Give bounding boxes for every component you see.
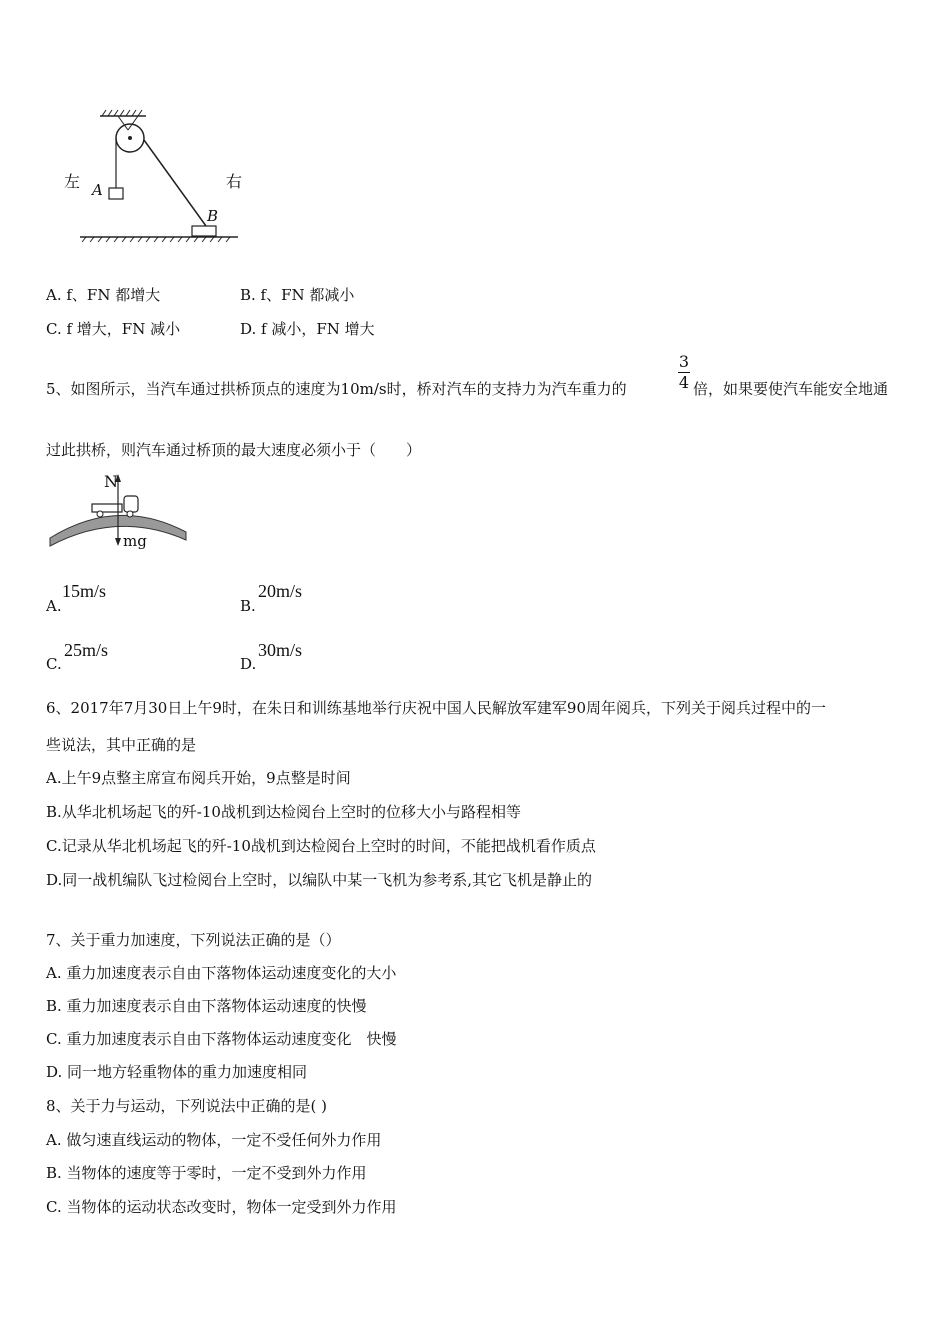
q5-option-b-value: 20m/s — [258, 581, 303, 601]
fig1-right-label: 右 — [226, 172, 243, 191]
q5-fig-mg-label: mg — [123, 532, 147, 550]
q8-stem: 8、关于力与运动，下列说法中正确的是( ) — [46, 1097, 328, 1115]
q7-option-c: C. 重力加速度表示自由下落物体运动速度变化 快慢 — [46, 1030, 397, 1048]
q4-option-b: B. f、FN 都减小 — [240, 286, 355, 304]
q8-option-a: A. 做匀速直线运动的物体，一定不受任何外力作用 — [46, 1131, 382, 1149]
bridge-diagram — [46, 470, 196, 550]
q5-fraction-numerator: 3 — [678, 352, 690, 371]
q6-option-b: B.从华北机场起飞的歼-10战机到达检阅台上空时的位移大小与路程相等 — [46, 803, 521, 821]
q8-option-b: B. 当物体的速度等于零时，一定不受到外力作用 — [46, 1164, 367, 1182]
q5-option-a-value: 15m/s — [62, 581, 107, 601]
q5-option-d-letter: D. — [240, 655, 257, 673]
q5-option-c-letter: C. — [46, 655, 62, 673]
q5-fraction-denominator: 4 — [678, 373, 690, 392]
q5-stem-part3: 过此拱桥，则汽车通过桥顶的最大速度必须小于（ ） — [46, 441, 422, 459]
q6-option-c: C.记录从华北机场起飞的歼-10战机到达检阅台上空时的时间，不能把战机看作质点 — [46, 837, 596, 855]
q7-option-b: B. 重力加速度表示自由下落物体运动速度的快慢 — [46, 997, 367, 1015]
q7-option-d: D. 同一地方轻重物体的重力加速度相同 — [46, 1063, 308, 1081]
q6-stem-line1: 6、2017年7月30日上午9时，在朱日和训练基地举行庆祝中国人民解放军建军90周年阅兵，下列关于阅兵过程中的一 — [46, 699, 826, 717]
q6-option-d: D.同一战机编队飞过检阅台上空时，以编队中某一飞机为参考系,其它飞机是静止的 — [46, 871, 593, 889]
q5-stem-part2: 倍，如果要使汽车能安全地通 — [693, 380, 889, 398]
q4-option-d: D. f 减小，FN 增大 — [240, 320, 375, 338]
fig1-label-a: A — [92, 181, 103, 199]
fig1-left-label: 左 — [64, 172, 81, 191]
q5-option-d-value: 30m/s — [258, 640, 303, 660]
q7-stem: 7、关于重力加速度，下列说法正确的是（） — [46, 931, 341, 949]
q6-stem-line2: 些说法，其中正确的是 — [46, 736, 197, 754]
q5-fig-n-label: N — [104, 472, 118, 491]
q6-option-a: A.上午9点整主席宣布阅兵开始，9点整是时间 — [46, 769, 351, 787]
q4-option-c: C. f 增大，FN 减小 — [46, 320, 181, 338]
q4-option-a: A. f、FN 都增大 — [46, 286, 161, 304]
q5-stem-part1: 5、如图所示，当汽车通过拱桥顶点的速度为10m/s时，桥对汽车的支持力为汽车重力的 — [46, 380, 627, 398]
q5-fraction — [676, 353, 692, 392]
q5-option-a-letter: A. — [46, 597, 62, 615]
q8-option-c: C. 当物体的运动状态改变时，物体一定受到外力作用 — [46, 1198, 397, 1216]
q7-option-a: A. 重力加速度表示自由下落物体运动速度变化的大小 — [46, 964, 397, 982]
q5-option-c-value: 25m/s — [64, 640, 109, 660]
fig1-label-b: B — [207, 207, 219, 225]
q5-option-b-letter: B. — [240, 597, 256, 615]
